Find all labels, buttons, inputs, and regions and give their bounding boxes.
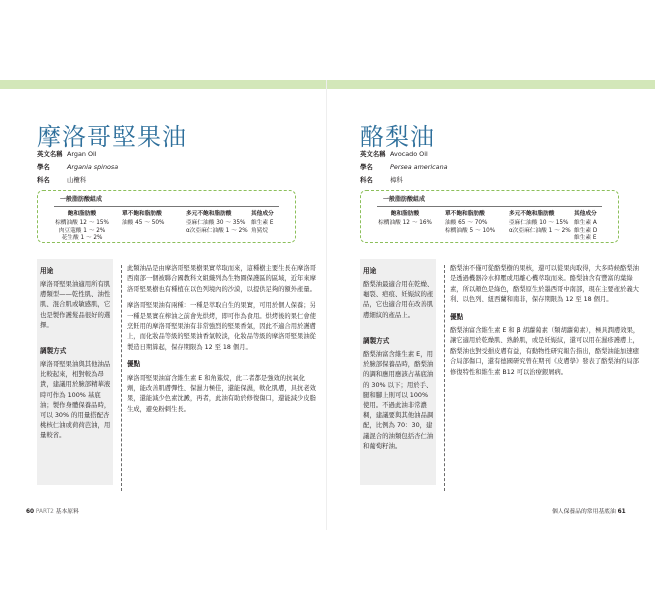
column-value: 維生素 A (574, 220, 597, 227)
column-divider (121, 265, 122, 491)
part-label: PART2 (35, 509, 54, 515)
column-value: 亞麻仁油酸 10 ～ 15% (509, 220, 569, 227)
right-page (343, 0, 653, 609)
page-footer (552, 506, 626, 515)
column-header: 其他成分 (251, 211, 274, 217)
page-footer (26, 506, 79, 515)
other-components-column (574, 211, 597, 243)
english-name-label: 英文名稱 (360, 150, 386, 158)
column-value: 亞麻仁油酸 30 ～ 35% (186, 220, 246, 227)
scientific-name-row (37, 161, 118, 174)
page-number: 60 (26, 509, 35, 515)
use-heading: 用途 (40, 267, 54, 275)
body-paragraph: 此類油品是由摩洛哥堅果樹果實萃取而來，這種樹主要生長在摩洛哥西南部一個被聯合國教科文組織列為生物圈保護區的區域，近年來摩洛哥堅果樹也有種植在以色列境內的沙漠，以提供足夠的額外產量。 (127, 265, 316, 293)
column-value: 花生酸 1 ～ 2% (61, 235, 103, 242)
usage-sidebar (37, 259, 113, 485)
family-name-value: 山欖科 (67, 176, 87, 184)
saturated-column (375, 211, 435, 228)
plant-info (37, 148, 118, 187)
monounsaturated-column (122, 211, 164, 228)
fatty-acid-box (360, 190, 619, 243)
column-value: α次亞麻仁油酸 1 ～ 2% (186, 227, 248, 234)
left-page (12, 0, 322, 609)
column-value: 棕櫚油酸 5 ～ 10% (445, 227, 496, 234)
benefit-heading: 優點 (127, 360, 141, 369)
column-value: 棕櫚油酸 12 ～ 16% (378, 220, 432, 227)
family-name-row (360, 174, 448, 187)
column-header: 飽和脂肪酸 (67, 211, 97, 217)
fatty-acid-box (37, 190, 296, 243)
column-value: 維生素 D (574, 227, 598, 234)
use-text: 摩洛哥堅果油適用所有肌膚類型——乾性肌、油性肌、混合肌或敏感肌，它也是製作護髮品很好的選擇。 (40, 280, 111, 329)
family-name-row (37, 174, 118, 187)
benefit-text: 酪梨油富含維生素 E 和 β 胡蘿蔔素（類胡蘿蔔素），極具潤膚效果，讓它適用於乾燥肌、熟齡肌，或是妊娠紋，還可以用在濕疹護膚上，酪梨油也對受損皮膚有益，有動物性研究報告指出，酪梨油能加速癒合局部傷口，還有德國研究曾在期刊《皮膚學》發表了酪梨油的局部修復特性和維生素 B12 可以治療銀屑病。 (450, 327, 640, 376)
family-name-label: 科名 (37, 176, 50, 184)
scientific-name-label: 學名 (37, 163, 50, 171)
column-header: 其他成分 (574, 211, 597, 217)
scientific-name-value: Persea americana (390, 163, 448, 171)
main-text (450, 264, 640, 384)
column-value: 棕櫚油酸 12 ～ 15% (55, 220, 109, 227)
page-title: 摩洛哥堅果油 (37, 123, 187, 151)
fatty-acid-divider (54, 206, 279, 207)
benefit-text: 摩洛哥堅果油富含維生素 E 和角鯊烷，此二者都是強效的抗氧化劑，能改善肌膚彈性、保濕力極佳，還能保濕，軟化肌膚，具抗老效果，還能減少色素沈澱，再者，此油有助於修復傷口，還能減少皮脂生成，避免粉刺生長。 (127, 374, 316, 413)
column-value: 維生素 E (251, 220, 274, 227)
blend-section (40, 345, 112, 441)
use-section (40, 265, 112, 330)
use-heading: 用途 (363, 267, 377, 275)
column-header: 多元不飽和脂肪酸 (186, 211, 232, 217)
plant-info (360, 148, 448, 187)
blend-heading: 調製方式 (40, 347, 67, 355)
polyunsaturated-column (186, 211, 248, 235)
english-name-row (360, 148, 448, 161)
column-value: 肉豆蔻酸 1 ～ 2% (58, 227, 106, 234)
column-value: 油酸 45 ～ 50% (122, 220, 165, 227)
column-divider (444, 265, 445, 491)
page-footer-title: 個人保養品的常用基底油 (552, 509, 616, 515)
column-header: 單不飽和脂肪酸 (122, 211, 162, 217)
page-number: 61 (617, 509, 626, 515)
scientific-name-value: Argania spinosa (67, 163, 119, 171)
family-name-label: 科名 (360, 176, 373, 184)
fatty-acid-box-title: 一般脂肪酸組成 (383, 196, 426, 203)
english-name-value: Avocado Oil (390, 150, 428, 158)
column-value: α次亞麻仁油酸 1 ～ 2% (509, 227, 571, 234)
blend-text: 酪梨油富含維生素 E，用於臉部保養品時，酪梨油的調和應用應該占基底油的 30% 以下；用於手、腿和腳上則可以 100% 使用。不過此油非常濃稠，建議要與其他油品調配，比例為 70：30，建議混合的油類包括杏仁油和葡萄籽油。 (363, 350, 434, 450)
polyunsaturated-column (509, 211, 571, 235)
saturated-column (52, 211, 112, 243)
family-name-value: 樟科 (390, 176, 403, 184)
fatty-acid-divider (377, 206, 602, 207)
column-value: 維生素 E (574, 235, 597, 242)
column-value: 角鯊烷 (251, 227, 269, 234)
blend-heading: 調製方式 (363, 337, 390, 345)
body-paragraph: 酪梨油不僅可從酪梨樹的果核，還可以從果肉取得，大多時候酪梨油是透過機器冷水抑壓或用離心機萃取而來。酪梨油含有豐富的葉綠素，所以顏色是綠色，酪梨原生於墨西哥中南部，現在主要產於義大利、以色列、紐西蘭和南非，保存期限為 12 至 18 個月。 (450, 265, 639, 304)
blend-text: 摩洛哥堅果油與其他油品比較起來，相對較為昂貴，建議用於臉部精華液時可作為 100% 基底油；製作身體保養品時，可以 30% 的用量搭配杏桃核仁油或荷荷芭油，用量較省。 (40, 360, 111, 440)
scientific-name-row (360, 161, 448, 174)
column-header: 飽和脂肪酸 (390, 211, 420, 217)
fatty-acid-box-title: 一般脂肪酸組成 (60, 196, 103, 203)
use-section (363, 265, 435, 320)
english-name-label: 英文名稱 (37, 150, 63, 158)
scientific-name-label: 學名 (360, 163, 373, 171)
english-name-value: Argan Oil (67, 150, 97, 158)
english-name-row (37, 148, 118, 161)
usage-sidebar (360, 259, 436, 485)
main-text (127, 264, 317, 421)
column-header: 多元不飽和脂肪酸 (509, 211, 555, 217)
book-spine (326, 80, 327, 530)
other-components-column (251, 211, 274, 235)
body-paragraph: 摩洛哥堅果油有兩種：一種是萃取自生的果實，可用於個人保養；另一種是果實在榨油之前會先烘烤，即可作為食用。烘烤後的果仁會使烹飪用的摩洛哥堅果油有非常強烈的堅果香氣，因此不適合用於護膚上，而化妝品等級的堅果油香氣較淡，化妝品等級的摩洛哥堅果油從製造日期算起，保存期限為 12 至 18 個月。 (127, 302, 316, 351)
column-value: 油酸 65 ～ 70% (445, 220, 488, 227)
blend-section (363, 335, 435, 451)
page-title: 酪梨油 (360, 123, 435, 151)
part-title: 基本原料 (55, 509, 79, 515)
use-text: 酪梨油最適合用在乾燥、龜裂、疤痕、妊娠紋的產品，它也適合用在改善肌膚細紋的產品上。 (363, 280, 434, 319)
column-header: 單不飽和脂肪酸 (445, 211, 485, 217)
benefit-heading: 優點 (450, 312, 464, 321)
monounsaturated-column (445, 211, 495, 235)
